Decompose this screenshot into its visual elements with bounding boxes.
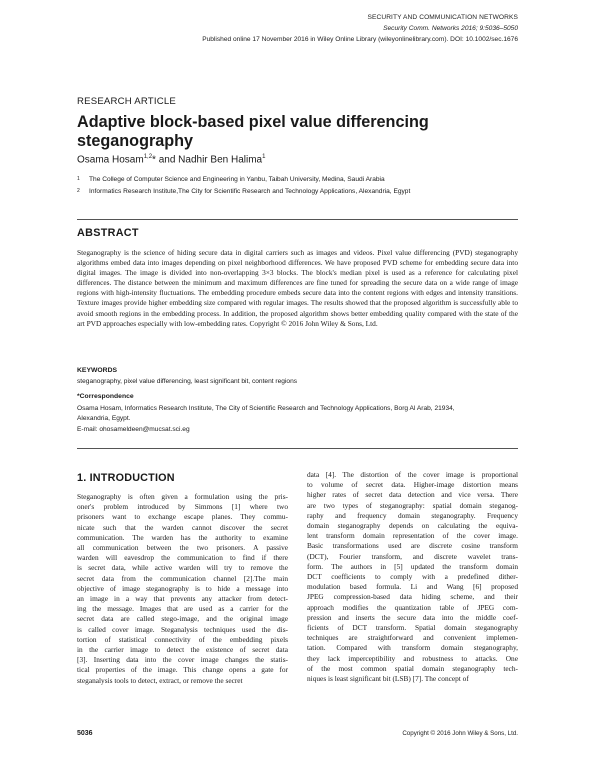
body-text-line: modulation based formula. Li and Wang [6] proposed <box>307 582 518 592</box>
abstract-heading: ABSTRACT <box>77 227 139 239</box>
body-text-line: secret data from the communication channel [2].The main <box>77 573 288 583</box>
body-text-line: raphy and frequency domain steganography. Frequency <box>307 510 518 520</box>
body-text-line: an image in a way that prevents any attacker from detect- <box>77 594 288 604</box>
footer-copyright: Copyright © 2016 John Wiley & Sons, Ltd. <box>402 730 518 737</box>
body-text-line: tation. Compared with transform domain steganography, <box>307 643 518 653</box>
author-secondary: * and Nadhir Ben Halima <box>152 154 263 166</box>
body-text-line: nicate such that the warden cannot discover the secret <box>77 522 288 532</box>
body-text-line: secret data are called stego-image, and the original image <box>77 614 288 624</box>
body-text-line: steganalysis tools to detect, extract, or remove the secret <box>77 675 243 685</box>
body-text-line: to volume of secret data. Higher-image distortion means <box>307 480 518 490</box>
body-text-line: lent transform domain representation of the cover image. <box>307 531 518 541</box>
body-text-line: all communication between the two prisoners. A passive <box>77 543 288 553</box>
correspondence-heading: *Correspondence <box>77 393 134 400</box>
author-list <box>77 154 265 165</box>
publication-info: Published online 17 November 2016 in Wiley Online Library (wileyonlinelibrary.com). DOI: 10.1002/sec.1676 <box>202 36 518 43</box>
author-affiliation-marker: 1,2 <box>143 154 153 160</box>
body-text-line: tical properties of the image. This change opens a gate for <box>77 665 288 675</box>
body-text-line: approach modifies the quantization table of JPEG com- <box>307 602 518 612</box>
affiliation-number: 1 <box>77 176 80 182</box>
body-text-line: DCT coefficients to comply with a predefined dither- <box>307 572 518 582</box>
body-text-line: Basic transformations used are discrete cosine transform <box>307 541 518 551</box>
correspondence-details <box>77 404 518 435</box>
abstract-body: Steganography is the science of hiding secure data in digital carriers such as images and videos. Pixel value differencing (PVD) steganography algorithms embed data into images depending on pixel neighborhood differences. We have proposed PVD scheme for embedding secure data into digital images. The image is divided into non-overlapping 3×3 blocks. The block's median pixel is used as a reference for calculating pixel differences. The distance between the minimum and maximum differences are fine tuned for spreading the secure data on a wide range of image regions with high-intensity fluctuations. The embedding procedure embeds secure data into the content regions with edges and intensity transitions. Texture images provide higher embedding size compared with regular images. The results showed that the proposed algorithm is successfully able to avoid smooth regions in the embedding process. In addition, the proposed algorithm shows better embedding quality compared with the state of the art PVD approaches especially with low-embedding rates. Copyright © 2016 John Wiley & Sons, Ltd. <box>77 248 518 328</box>
body-text-line: domain steganography depends on calculating the equiva- <box>307 521 518 531</box>
body-column-left <box>77 492 288 686</box>
correspondence-line: Osama Hosam, Informatics Research Institute, The City of Scientific Research and Technology Applications, Borg Al Arab, 21934, <box>77 405 455 412</box>
journal-citation: Security Comm. Networks 2016; 9:5036–5050 <box>383 25 518 32</box>
affiliation-text: The College of Computer Science and Engineering in Yanbu, Taibah University, Medina, Saudi Arabia <box>89 176 385 183</box>
affiliation-item <box>77 186 527 198</box>
body-text-line: tortion of statistical connectivity of the embedding pixels <box>77 634 288 644</box>
body-text-line: is secret data, while active warden will try to remove the <box>77 563 288 573</box>
body-text-line: communication. The warden has the authority to examine <box>77 532 288 542</box>
affiliation-item <box>77 174 527 186</box>
journal-header <box>202 12 518 45</box>
body-text-line: is called cover image. Steganalysis techniques used the dis- <box>77 624 288 634</box>
body-text-line: are two types of steganography: spatial domain steganog- <box>307 500 518 510</box>
body-text-line: pression and inserts the secure data into the middle coef- <box>307 612 518 622</box>
affiliation-text: Informatics Research Institute,The City for Scientific Research and Technology Applications, Alexandria, Egypt <box>89 188 411 195</box>
body-column-right <box>307 470 518 684</box>
body-text-line: JPEG compression-based data hiding scheme, and their <box>307 592 518 602</box>
body-text-line: [3]. Inserting data into the cover image changes the statis- <box>77 655 288 665</box>
divider <box>77 219 518 220</box>
section-heading-introduction: 1. INTRODUCTION <box>77 472 175 484</box>
body-text-line: oner's problem introduced by Simmons [1] where two <box>77 502 288 512</box>
article-type: RESEARCH ARTICLE <box>77 96 176 107</box>
body-text-line: they lack imperceptibility and robustness to attacks. One <box>307 653 518 663</box>
body-text-line: Steganography is often given a formulation using the pris- <box>77 492 288 501</box>
keywords-text: steganography, pixel value differencing, least significant bit, content regions <box>77 378 298 385</box>
correspondence-email: E-mail: ohosameldeen@mucsat.sci.eg <box>77 425 190 433</box>
body-text-line: ficients of DCT transform. Spatial domain steganography <box>307 623 518 633</box>
correspondence-line: Alexandria, Egypt. <box>77 415 131 423</box>
page-number: 5036 <box>77 730 93 737</box>
body-text-line: of the most common spatial domain steganography tech- <box>307 663 518 673</box>
author-primary: Osama Hosam <box>77 154 144 166</box>
affiliations <box>77 174 527 198</box>
body-text-line: techniques are straightforward and convenient implemen- <box>307 633 518 643</box>
body-text-line: objective of image steganography is to hide a message into <box>77 583 288 593</box>
article-title: Adaptive block-based pixel value differencing steganography <box>77 113 429 150</box>
body-text-line: in the carrier image to detect the existence of secret data <box>77 645 288 655</box>
body-text-line: higher rates of secret data detection and vice versa. There <box>307 490 518 500</box>
body-text-line: warden will eavesdrop the communication to find if there <box>77 553 288 563</box>
affiliation-number: 2 <box>77 188 80 194</box>
divider <box>77 448 518 449</box>
body-text-line: prisoners want to exchange escape planes. They commu- <box>77 512 288 522</box>
keywords-heading: KEYWORDS <box>77 367 118 374</box>
body-text-line: form. The authors in [5] updated the transform domain <box>307 561 518 571</box>
body-text-line: data [4]. The distortion of the cover image is proportional <box>307 470 518 479</box>
journal-name: SECURITY AND COMMUNICATION NETWORKS <box>367 14 518 21</box>
author-affiliation-marker: 1 <box>262 154 266 160</box>
body-text-line: (DCT), Fourier transform, and discrete wavelet trans- <box>307 551 518 561</box>
body-text-line: ing the message. Images that are used as a carrier for the <box>77 604 288 614</box>
body-text-line: niques is least significant bit (LSB) [7]. The concept of <box>307 674 469 684</box>
